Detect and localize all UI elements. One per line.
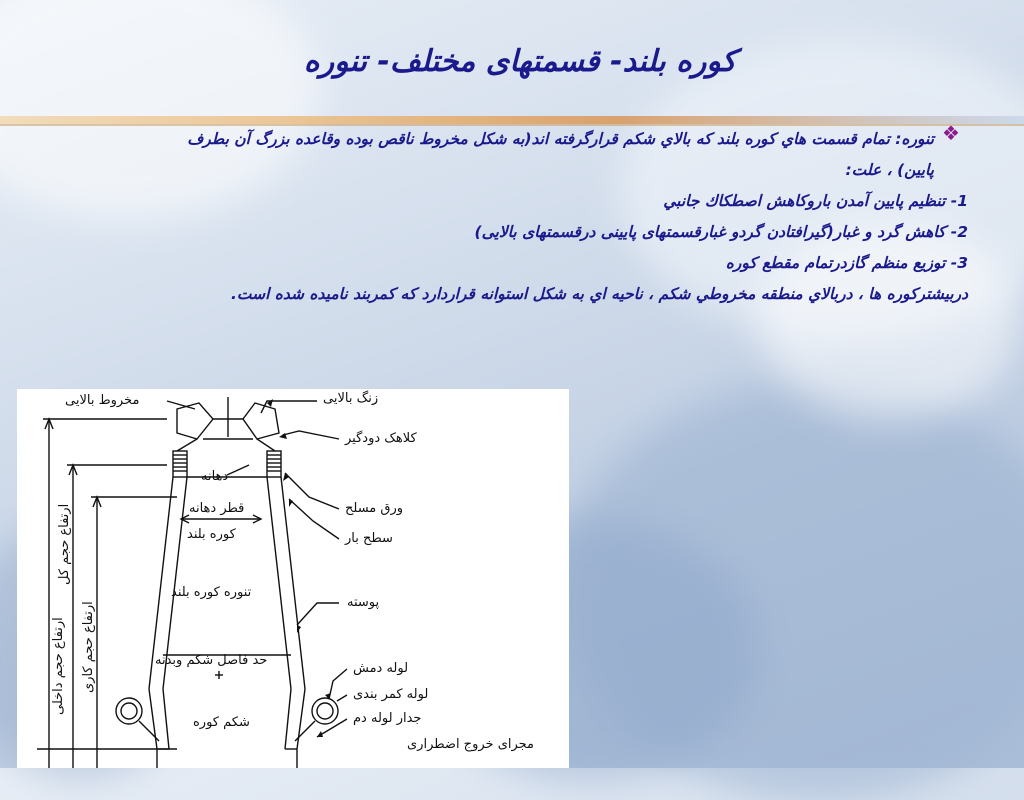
label-armored-plate: ورق مسلح xyxy=(345,501,404,516)
label-bustle-pipe: لوله دمش xyxy=(353,661,409,676)
label-throat-diameter: قطر دهانه xyxy=(189,501,245,516)
label-throat: دهانه xyxy=(201,469,229,484)
label-shell: پوسته xyxy=(347,595,380,610)
label-belly-boundary: حد فاصل شکم وبدنه xyxy=(155,653,268,668)
label-emergency-outlet: مجرای خروج اضطراری xyxy=(407,737,535,752)
label-tuyere-wall: جدار لوله دم xyxy=(353,711,422,726)
body-line-4: 2- کاهش گرد و غبار(گیرافتادن گردو غبارقسمتهای پایینی درقسمتهای بالایی) xyxy=(474,223,968,241)
label-total-volume-height: ارتفاع حجم کل xyxy=(57,503,72,585)
blast-furnace-diagram xyxy=(17,389,569,768)
label-upper-bell: زنگ بالایی xyxy=(323,391,379,406)
body-line-2: پایین) ، علت: xyxy=(845,161,934,179)
body-line-5: 3- توزیع منظم گازدرتمام مقطع کوره xyxy=(725,254,968,272)
label-burden-level: سطح بار xyxy=(345,531,393,546)
body-line-1: تنوره: تمام قسمت هاي کوره بلند که بالاي شکم قرارگرفته اند(به شکل مخروط ناقص بوده وقاعده بزرگ آن بطرف xyxy=(187,130,934,148)
label-shaft: تنوره کوره بلند xyxy=(171,585,252,600)
title-divider xyxy=(0,116,1024,124)
label-belt-pipe: لوله کمر بندی xyxy=(353,687,429,702)
label-furnace-top: کوره بلند xyxy=(187,527,236,542)
blast-furnace-drawing xyxy=(17,389,569,768)
body-line-6: دربیشترکوره ها ، دربالاي منطقه مخروطي شکم ، ناحیه اي به شکل استوانه قراردارد که کمربند نامیده شده است. xyxy=(230,285,968,303)
body-line-3: 1- تنظیم پایین آمدن باروکاهش اصطکاك جانبي xyxy=(663,192,968,210)
label-top-cone: مخروط بالایی xyxy=(65,393,140,408)
label-inner-volume-height: ارتفاع حجم داخلی xyxy=(51,617,66,715)
label-dust-catcher: کلاهک دودگیر xyxy=(345,431,417,446)
slide-title: کوره بلند- قسمتهای مختلف- تنوره xyxy=(303,44,737,79)
diamond-bullet-icon: ❖ xyxy=(942,121,960,145)
label-working-volume-height: ارتفاع حجم کاری xyxy=(81,601,96,693)
label-belly: شکم کوره xyxy=(193,715,250,730)
body-text xyxy=(88,124,968,310)
